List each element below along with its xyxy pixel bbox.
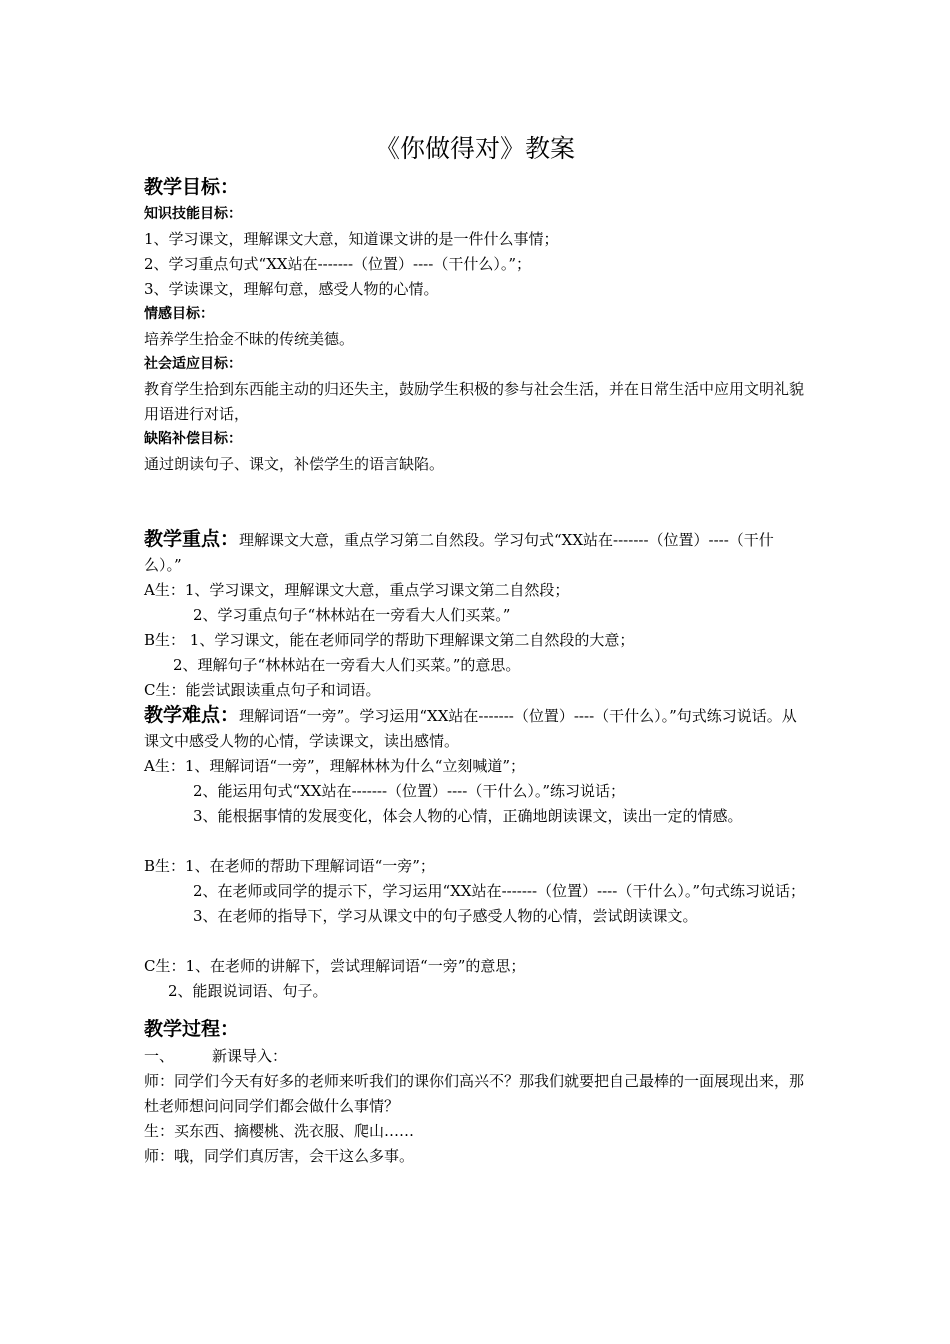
knowledge-heading: 知识技能目标： — [144, 206, 242, 222]
difficulties-c-line-2: 2、能跟说词语、句子。 — [168, 982, 328, 1000]
difficulties-heading: 教学难点： — [144, 704, 240, 726]
social-heading: 社会适应目标： — [144, 356, 242, 372]
knowledge-item-1: 1、学习课文，理解课文大意，知道课文讲的是一件什么事情； — [144, 230, 559, 248]
objectives-heading: 教学目标： — [144, 176, 240, 198]
difficulties-b-line-1: B生：1、在老师的帮助下理解词语“一旁”； — [144, 857, 435, 875]
process-step-1-number: 一、 — [144, 1047, 175, 1065]
knowledge-item-3: 3、学读课文，理解句意，感受人物的心情。 — [144, 280, 439, 298]
difficulties-intro: 理解词语“一旁”。学习运用“XX站在-------（位置）----（干什么）。”句式练习说话。从课文中感受人物的心情，学读课文，读出感情。 — [144, 707, 797, 750]
key-points-c-line: C生：能尝试跟读重点句子和词语。 — [144, 681, 381, 699]
emotion-heading: 情感目标： — [144, 306, 214, 322]
key-points-a-line-2: 2、学习重点句子“林林站在一旁看大人们买菜。” — [193, 606, 511, 624]
process-heading: 教学过程： — [144, 1018, 240, 1040]
key-points-a-line-1: A生：1、学习课文，理解课文大意，重点学习课文第二自然段； — [144, 581, 570, 599]
compensation-text: 通过朗读句子、课文，补偿学生的语言缺陷。 — [144, 455, 445, 473]
difficulties-a-line-1: A生：1、理解词语“一旁”，理解林林为什么“立刻喊道”； — [144, 757, 526, 775]
key-points-b-line-1: B生： 1、学习课文，能在老师同学的帮助下理解课文第二自然段的大意； — [144, 631, 635, 649]
difficulties-paragraph — [144, 703, 810, 754]
knowledge-item-2: 2、学习重点句式“XX站在-------（位置）----（干什么）。”； — [144, 255, 531, 273]
key-points-intro: 理解课文大意，重点学习第二自然段。学习句式“XX站在-------（位置）----（干什么）。” — [144, 531, 774, 574]
difficulties-b-line-3: 3、在老师的指导下，学习从课文中的句子感受人物的心情，尝试朗读课文。 — [193, 907, 698, 925]
key-points-paragraph — [144, 527, 810, 578]
difficulties-a-line-3: 3、能根据事情的发展变化，体会人物的心情，正确地朗读课文，读出一定的情感。 — [193, 807, 743, 825]
compensation-heading: 缺陷补偿目标： — [144, 431, 242, 447]
dialogue-line-2: 生：买东西、摘樱桃、洗衣服、爬山…… — [144, 1122, 415, 1140]
dialogue-line-1: 师：同学们今天有好多的老师来听我们的课你们高兴不？那我们就要把自己最棒的一面展现出来，那杜老师想问问同学们都会做什么事情？ — [144, 1072, 805, 1115]
key-points-heading: 教学重点： — [144, 528, 240, 550]
document-body — [144, 172, 810, 1169]
difficulties-a-line-2: 2、能运用句式“XX站在-------（位置）----（干什么）。”练习说话； — [193, 782, 625, 800]
dialogue-line-3: 师：哦，同学们真厉害，会干这么多事。 — [144, 1147, 415, 1165]
key-points-b-line-2: 2、理解句子“林林站在一旁看大人们买菜。”的意思。 — [173, 656, 521, 674]
difficulties-c-line-1: C生：1、在老师的讲解下，尝试理解词语“一旁”的意思； — [144, 957, 526, 975]
process-step-1 — [144, 1044, 810, 1069]
document-title: 《你做得对》教案 — [374, 134, 575, 163]
difficulties-b-line-2: 2、在老师或同学的提示下，学习运用“XX站在-------（位置）----（干什么）。”句式练习说话； — [193, 882, 805, 900]
social-text: 教育学生拾到东西能主动的归还失主，鼓励学生积极的参与社会生活，并在日常生活中应用文明礼貌用语进行对话， — [144, 380, 805, 423]
emotion-text: 培养学生拾金不昧的传统美德。 — [144, 330, 355, 348]
process-step-1-label: 新课导入： — [212, 1047, 288, 1065]
